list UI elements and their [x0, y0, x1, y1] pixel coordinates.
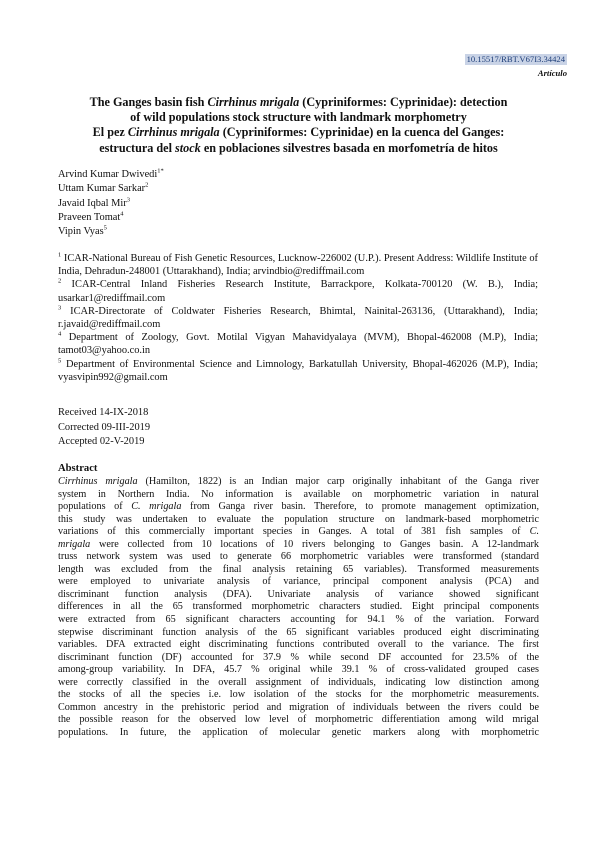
abstract-text: (Hamilton, 1822) is an Indian major carp originally inhabitant of the Ganga river — [137, 476, 539, 487]
abstract-text: the stocks of all the species i.e. low isolation of the stocks for the morphometric measurements. — [58, 689, 539, 701]
author-name: Uttam Kumar Sarkar$^2$ — [58, 181, 149, 195]
abstract-line — [58, 476, 539, 489]
author-name: Javaid Iqbal Mir$^3$ — [58, 196, 130, 209]
abstract-line — [58, 501, 539, 514]
abstract-text: were collected from 10 locations of 10 rivers belonging to Ganges basin. A 12-landmark — [90, 538, 539, 550]
corrected-date: Corrected 09-III-2019 — [58, 421, 151, 433]
abstract-text: discriminant function (DF) accounted for 37.9 % while second DF accounted for 23.5% of the — [58, 651, 539, 663]
abstract-text: variables. DFA extracted eight discriminating functions contributed overall to the variance. The first — [58, 639, 539, 651]
abstract-text: were correctly classified in the overall assignment of individuals, indicating low distinction among — [58, 676, 539, 688]
article-type-label: Artículo — [537, 68, 567, 78]
abstract-line — [58, 639, 539, 652]
abstract-line — [58, 614, 539, 627]
abstract-text: stepwise discriminant function analysis of the 65 significant variables produced eight discriminating — [58, 626, 539, 638]
abstract-line — [58, 727, 539, 740]
abstract-line — [58, 601, 539, 614]
species-name: C. mrigala — [131, 501, 182, 513]
affiliation-list — [58, 252, 538, 384]
abstract-text: Common ancestry in the prehistoric period and migration of individuals between the rivers could be — [58, 701, 539, 713]
title-spanish-line-1: El pez Cirrhinus mrigala (Cypriniformes: Cyprinidae) en la cuenca del Ganges: — [92, 125, 505, 140]
abstract-line — [58, 551, 539, 564]
abstract-text: length was excluded from the final analysis retaining 65 variables). Transformed measurements — [58, 563, 539, 575]
abstract-text: differences in all the 65 transformed morphometric characters studied. Eight principal components — [58, 601, 539, 613]
abstract-text: populations of — [58, 501, 132, 513]
affiliation: $^3$ ICAR-Directorate of Coldwater Fisheries Research, Bhimtal, Nainital-263136, (Uttarakhand), India; r.javaid@rediffmail.com — [58, 304, 538, 331]
author-name: Vipin Vyas$^5$ — [58, 224, 107, 238]
abstract-text: truss network system was used to generate 66 morphometric variables were transformed (standard — [58, 551, 539, 563]
abstract-line — [58, 702, 539, 715]
doi-link[interactable]: 10.15517/RBT.V67I3.34424 — [466, 54, 565, 64]
received-date: Received 14-IX-2018 — [58, 407, 149, 418]
submission-dates — [58, 406, 150, 450]
title-spanish-line-2: estructura del stock en poblaciones silvestres basada en morfometría de hitos — [99, 140, 498, 155]
species-name: C. — [529, 526, 539, 538]
title-english-line-1: The Ganges basin fish Cirrhinus mrigala (Cypriniformes: Cyprinidae): detection — [89, 95, 508, 109]
article-titles — [50, 95, 547, 156]
abstract-line — [58, 564, 539, 577]
abstract-text: populations. In future, the application of molecular genetic markers along with morphometric — [58, 726, 539, 738]
abstract-body — [58, 476, 539, 739]
title-english-line-2: of wild populations stock structure with landmark morphometry — [130, 110, 467, 125]
abstract-line — [58, 677, 539, 690]
abstract-line — [58, 652, 539, 665]
abstract-line — [58, 664, 539, 677]
abstract-text: discriminant function analysis (DFA). Univariate analysis of variance showed significant — [58, 588, 539, 600]
author-name: Arvind Kumar Dwivedi$^{1*}$ — [58, 167, 164, 180]
abstract-text: from Ganga river basin. Therefore, to promote management optimization, — [181, 501, 540, 513]
abstract-line — [58, 714, 539, 727]
abstract-line — [58, 627, 539, 640]
abstract-line — [58, 489, 539, 502]
abstract-heading: Abstract — [58, 463, 98, 474]
abstract-text: this study was undertaken to evaluate the population structure on landmark-based morphometric — [58, 513, 539, 525]
abstract-text: the possible reason for the observed low level of morphometric differentiation among wild mrigal — [58, 714, 539, 726]
affiliation: $^4$ Department of Zoology, Govt. Motilal Vigyan Mahavidyalaya (MVM), Bhopal-462008 (M.P), India; tamot03@yahoo.co.in — [58, 330, 538, 357]
abstract-text: among-group variability. In DFA, 45.7 % original while 39.1 % of cross-validated grouped cases — [58, 664, 539, 676]
abstract-line — [58, 526, 539, 539]
affiliation: $^2$ ICAR-Central Inland Fisheries Research Institute, Barrackpore, Kolkata-700120 (W. B.), India; usarkar1@rediffmail.com — [58, 277, 538, 304]
affiliation: $^5$ Department of Environmental Science and Limnology, Barkatullah University, Bhopal-462026 (M.P), India; vyasvipin992@gmail.com — [58, 357, 538, 383]
abstract-line — [58, 689, 539, 702]
abstract-line — [58, 539, 539, 552]
abstract-text: were extracted from 65 significant characters accounting for 94.1 % of the variation. Forward — [58, 614, 539, 626]
abstract-text: variations of this commercially important species in Ganges. A total of 381 fish samples of — [58, 526, 530, 538]
species-name: Cirrhinus mrigala — [58, 476, 138, 487]
abstract-line — [58, 589, 539, 602]
affiliation: $^1$ ICAR-National Bureau of Fish Genetic Resources, Lucknow-226002 (U.P.). Present Address: Wildlife Institute of India, Dehradun-248001 (Uttarakhand), India; arvindbio@rediffmail.com — [58, 251, 538, 278]
accepted-date: Accepted 02-V-2019 — [58, 436, 145, 448]
abstract-line — [58, 514, 539, 527]
species-name: mrigala — [58, 538, 91, 550]
abstract-line — [58, 576, 539, 589]
abstract-text: were employed to univariate analysis of variance, principal component analysis (PCA) and — [58, 576, 539, 588]
author-name: Praveen Tomat$^4$ — [58, 210, 124, 223]
author-list — [58, 168, 164, 239]
abstract-text: system in Northern India. No information is available on morphometric variation in natural — [58, 488, 539, 500]
